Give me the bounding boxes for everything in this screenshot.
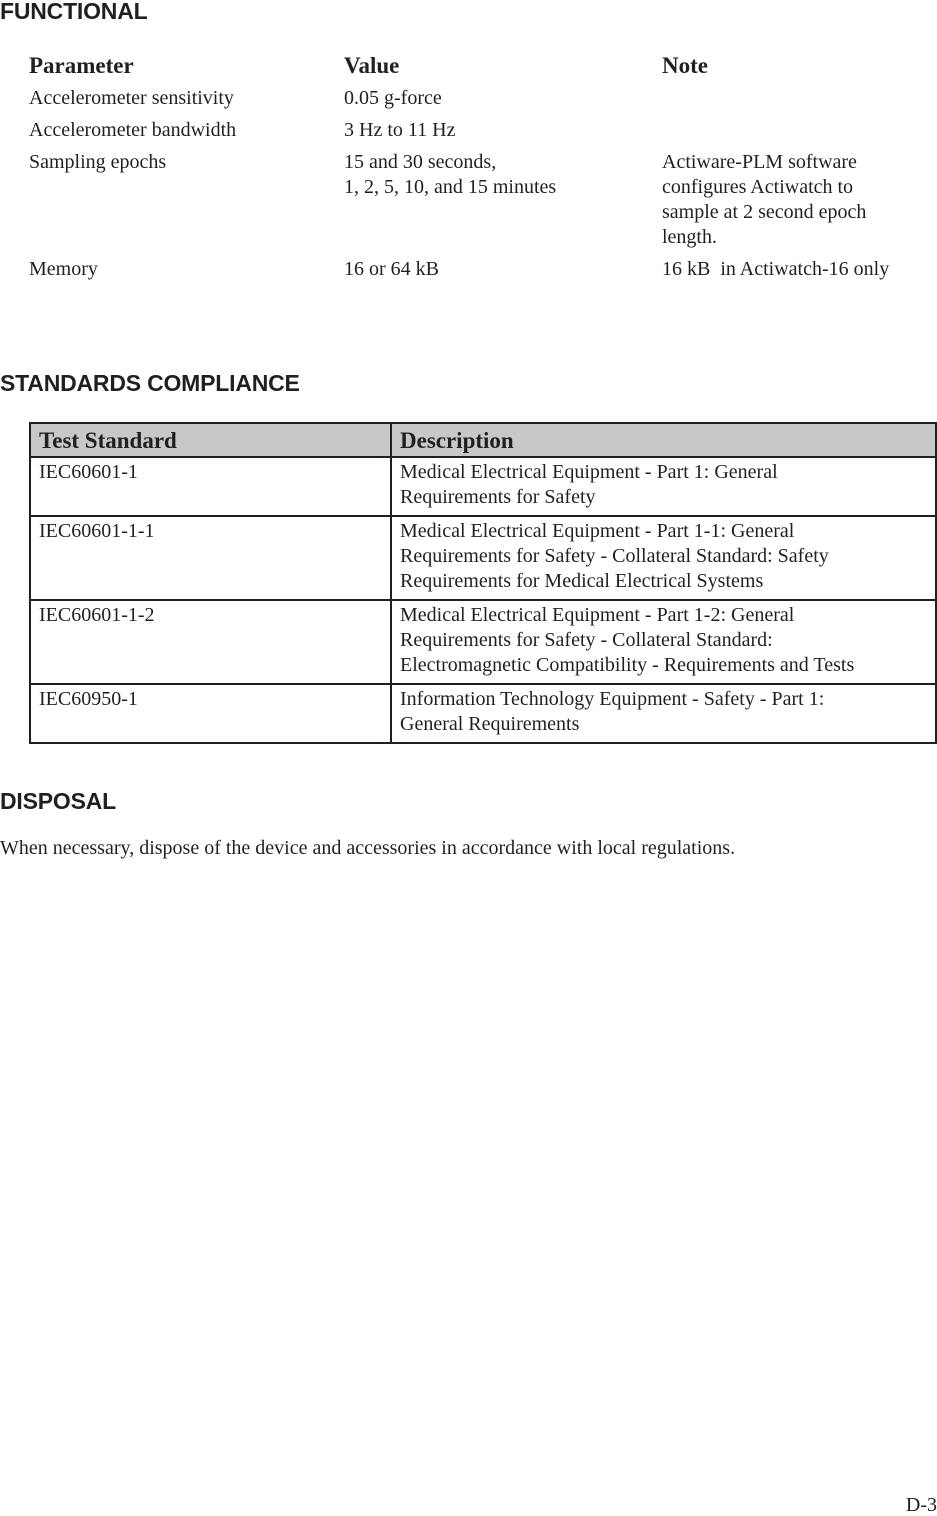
description-line: Medical Electrical Equipment - Part 1-1: General — [400, 520, 795, 542]
description-line: Requirements for Medical Electrical Systems — [400, 570, 764, 592]
note-line: 16 kB in Actiwatch-16 only — [662, 258, 890, 280]
standards-table — [29, 422, 937, 744]
value-cell — [344, 118, 662, 143]
table-row — [30, 684, 936, 743]
value-line: 15 and 30 seconds, — [344, 151, 497, 173]
disposal-text: When necessary, dispose of the device and accessories in accordance with local regulations. — [0, 837, 736, 859]
description-line: Requirements for Safety - Collateral Standard: — [400, 629, 773, 651]
standard-cell: IEC60601-1-1 — [30, 516, 391, 600]
table-row — [30, 600, 936, 684]
functional-heading: FUNCTIONAL — [0, 0, 148, 24]
value-line: 1, 2, 5, 10, and 15 minutes — [344, 176, 557, 198]
functional-row — [29, 257, 937, 282]
description-cell — [391, 600, 936, 684]
note-line: Actiware-PLM software — [662, 151, 857, 173]
description-cell — [391, 516, 936, 600]
note-cell — [662, 150, 937, 250]
description-line: Requirements for Safety — [400, 486, 596, 508]
description-line: General Requirements — [400, 713, 580, 735]
functional-row — [29, 150, 937, 250]
note-line: sample at 2 second epoch — [662, 201, 867, 223]
standard-cell: IEC60601-1 — [30, 457, 391, 516]
header-note: Note — [662, 53, 708, 78]
functional-header-row — [29, 52, 937, 80]
table-row — [30, 516, 936, 600]
description-line: Medical Electrical Equipment - Part 1: General — [400, 461, 778, 483]
parameter-cell: Sampling epochs — [29, 151, 167, 173]
note-line: length. — [662, 226, 717, 248]
page-number: D-3 — [905, 1494, 937, 1516]
header-parameter: Parameter — [29, 53, 134, 78]
standards-header-row — [30, 423, 936, 457]
value-cell — [344, 150, 662, 250]
value-cell — [344, 257, 662, 282]
parameter-cell: Accelerometer bandwidth — [29, 119, 237, 141]
value-line: 0.05 g-force — [344, 87, 442, 109]
header-description: Description — [391, 423, 936, 457]
functional-row — [29, 86, 937, 111]
header-value: Value — [344, 53, 400, 78]
table-row — [30, 457, 936, 516]
disposal-heading: DISPOSAL — [0, 788, 116, 814]
note-line: configures Actiwatch to — [662, 176, 854, 198]
standard-cell: IEC60950-1 — [30, 684, 391, 743]
description-line: Electromagnetic Compatibility - Requirements and Tests — [400, 654, 855, 676]
parameter-cell: Memory — [29, 258, 98, 280]
standards-heading: STANDARDS COMPLIANCE — [0, 370, 300, 396]
parameter-cell: Accelerometer sensitivity — [29, 87, 234, 109]
description-line: Information Technology Equipment - Safety - Part 1: — [400, 688, 825, 710]
value-cell — [344, 86, 662, 111]
header-test-standard: Test Standard — [30, 423, 391, 457]
value-line: 16 or 64 kB — [344, 258, 439, 280]
description-cell — [391, 684, 936, 743]
description-line: Medical Electrical Equipment - Part 1-2: General — [400, 604, 795, 626]
standard-cell: IEC60601-1-2 — [30, 600, 391, 684]
functional-row — [29, 118, 937, 143]
functional-table — [29, 52, 937, 289]
description-line: Requirements for Safety - Collateral Standard: Safety — [400, 545, 829, 567]
description-cell — [391, 457, 936, 516]
note-cell — [662, 86, 937, 111]
note-cell — [662, 118, 937, 143]
value-line: 3 Hz to 11 Hz — [344, 119, 456, 141]
note-cell — [662, 257, 937, 282]
